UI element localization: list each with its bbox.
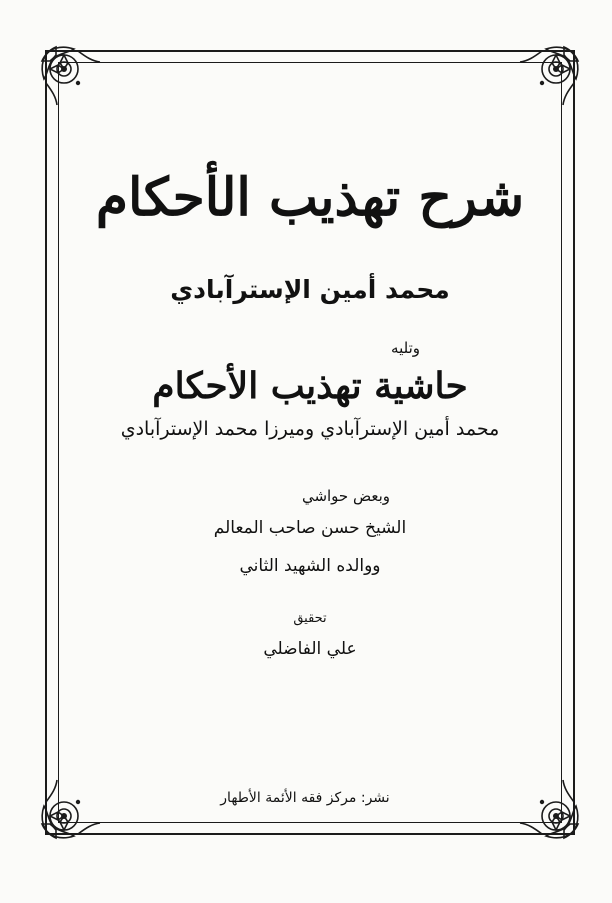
title-block bbox=[80, 140, 540, 664]
note-author-2: ووالده الشهيد الثاني bbox=[239, 556, 381, 576]
tahqiq-label: تحقيق bbox=[293, 611, 327, 626]
note-author-1: الشيخ حسن صاحب المعالم bbox=[213, 518, 407, 538]
editor-name: علي الفاضلي bbox=[263, 639, 357, 659]
corner-ornament-top-right bbox=[518, 43, 582, 107]
and-follows-label: وتليه bbox=[391, 339, 420, 357]
corner-ornament-bottom-right bbox=[518, 778, 582, 842]
author-name: محمد أمين الإسترآبادي bbox=[170, 275, 450, 304]
corner-ornament-top-left bbox=[38, 43, 102, 107]
subtitle-authors: محمد أمين الإسترآبادي وميرزا محمد الإسترآبادي bbox=[120, 418, 500, 440]
some-notes-label: وبعض حواشي bbox=[301, 487, 390, 505]
book-title: شرح تهذيب الأحكام bbox=[95, 167, 525, 228]
publisher-line: نشر: مركز فقه الأئمة الأطهار bbox=[220, 790, 390, 806]
corner-ornament-bottom-left bbox=[38, 778, 102, 842]
subtitle: حاشية تهذيب الأحكام bbox=[152, 365, 468, 407]
